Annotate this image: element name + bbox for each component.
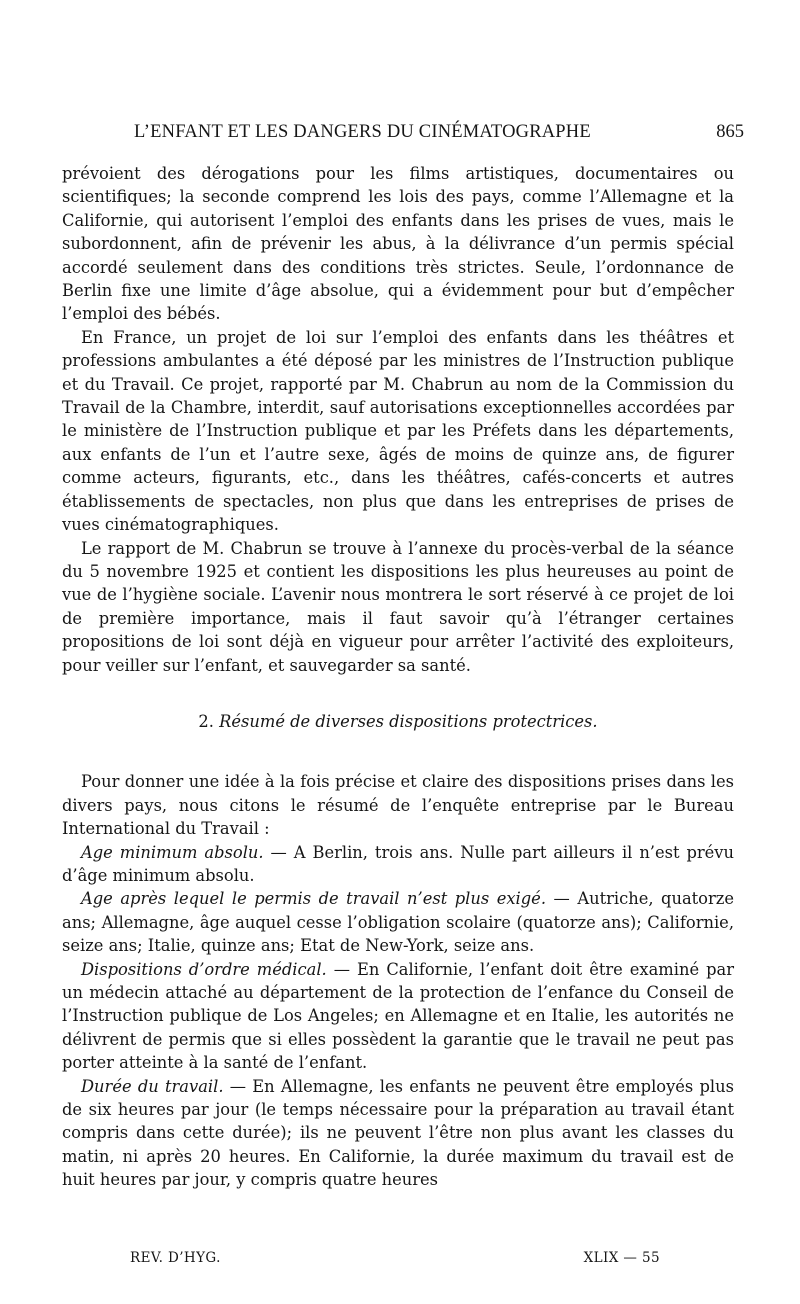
provision-medical (62, 958, 734, 1075)
provision-work-duration (62, 1075, 734, 1192)
provision-text: — En Allemagne, les enfants ne peuvent être employés plus de six heures par jour (le temps nécessaire pour la préparation au travail étant compris dans cette durée); ils ne peuvent l’être non plus avant les classes du matin, ni après 20 heures. En Californie, la durée maximum du travail est de huit heures par jour, y compris quatre heures (62, 1076, 734, 1190)
provision-lead: Age après lequel le permis de travail n’est plus exigé. (81, 889, 546, 909)
provision-text: — En Californie, l’enfant doit être examiné par un médecin attaché au département de la protection de l’enfance du Conseil de l’Instruction publique de Los Angeles; en Allemagne et en Italie, les autorités ne délivrent de permis que si elles possèdent la garantie que le travail ne peut pas porter atteinte à la santé de l’enfant. (62, 959, 734, 1073)
paragraph-france-bill: En France, un projet de loi sur l’emploi des enfants dans les théâtres et professions ambulantes a été déposé par les ministres de l’Instruction publique et du Travail. Ce projet, rapporté par M. Chabrun au nom de la Commission du Travail de la Chambre, interdit, sauf autorisations exceptionnelles accordées par le ministère de l’Instruction publique et par les Préfets dans les départements, aux enfants de l’un et l’autre sexe, âgés de moins de quinze ans, de figurer comme acteurs, figurants, etc., dans les théâtres, cafés-concerts et autres établissements de spectacles, non plus que dans les entreprises de prises de vues cinématographiques. (62, 327, 734, 535)
body-text (62, 162, 734, 1192)
section-heading (62, 710, 734, 733)
provision-lead: Dispositions d’ordre médical. (81, 959, 327, 979)
provision-text: — Autriche, quatorze ans; Allemagne, âge auquel cesse l’obligation scolaire (quatorze ans); Californie, seize ans; Italie, quinze ans; Etat de New-York, seize ans. (62, 889, 734, 956)
running-title: L’ENFANT ET LES DANGERS DU CINÉMATOGRAPHE (134, 122, 591, 142)
page-number: 865 (716, 122, 744, 142)
section-number: 2. (198, 711, 214, 731)
paragraph-intro: Pour donner une idée à la fois précise et claire des dispositions prises dans les divers pays, nous citons le résumé de l’enquête entreprise par le Bureau International du Travail : (62, 772, 734, 839)
provision-permit-age (62, 887, 734, 957)
page-footer (130, 1250, 660, 1272)
paragraph-continuation: prévoient des dérogations pour les films artistiques, documentaires ou scientifiques; la seconde comprend les lois des pays, comme l’Allemagne et la Californie, qui autorisent l’emploi des enfants dans les prises de vues, mais le subordonnent, afin de prévenir les abus, à la délivrance d’un permis spécial accordé seulement dans des conditions très strictes. Seule, l’ordonnance de Berlin fixe une limite d’âge absolue, qui a évidemment pour but d’empêcher l’emploi des bébés. (62, 164, 734, 324)
provision-lead: Age minimum absolu. (81, 842, 264, 862)
running-header (62, 122, 744, 148)
section-title: Résumé de diverses dispositions protectrices. (219, 711, 598, 731)
provision-text: — A Berlin, trois ans. Nulle part ailleurs il n’est prévu d’âge minimum absolu. (62, 842, 734, 885)
footer-journal: REV. D’HYG. (130, 1250, 221, 1266)
provision-minimum-age (62, 841, 734, 888)
footer-signature: XLIX — 55 (583, 1250, 660, 1266)
paragraph-chabrun-report: Le rapport de M. Chabrun se trouve à l’annexe du procès-verbal de la séance du 5 novembre 1925 et contient les dispositions les plus heureuses au point de vue de l’hygiène sociale. L’avenir nous montrera le sort réservé à ce projet de loi de première importance, mais il faut savoir qu’à l’étranger certaines propositions de loi sont déjà en vigueur pour arrêter l’activité des exploiteurs, pour veiller sur l’enfant, et sauvegarder sa santé. (62, 538, 734, 675)
provision-lead: Durée du travail. (81, 1076, 224, 1096)
